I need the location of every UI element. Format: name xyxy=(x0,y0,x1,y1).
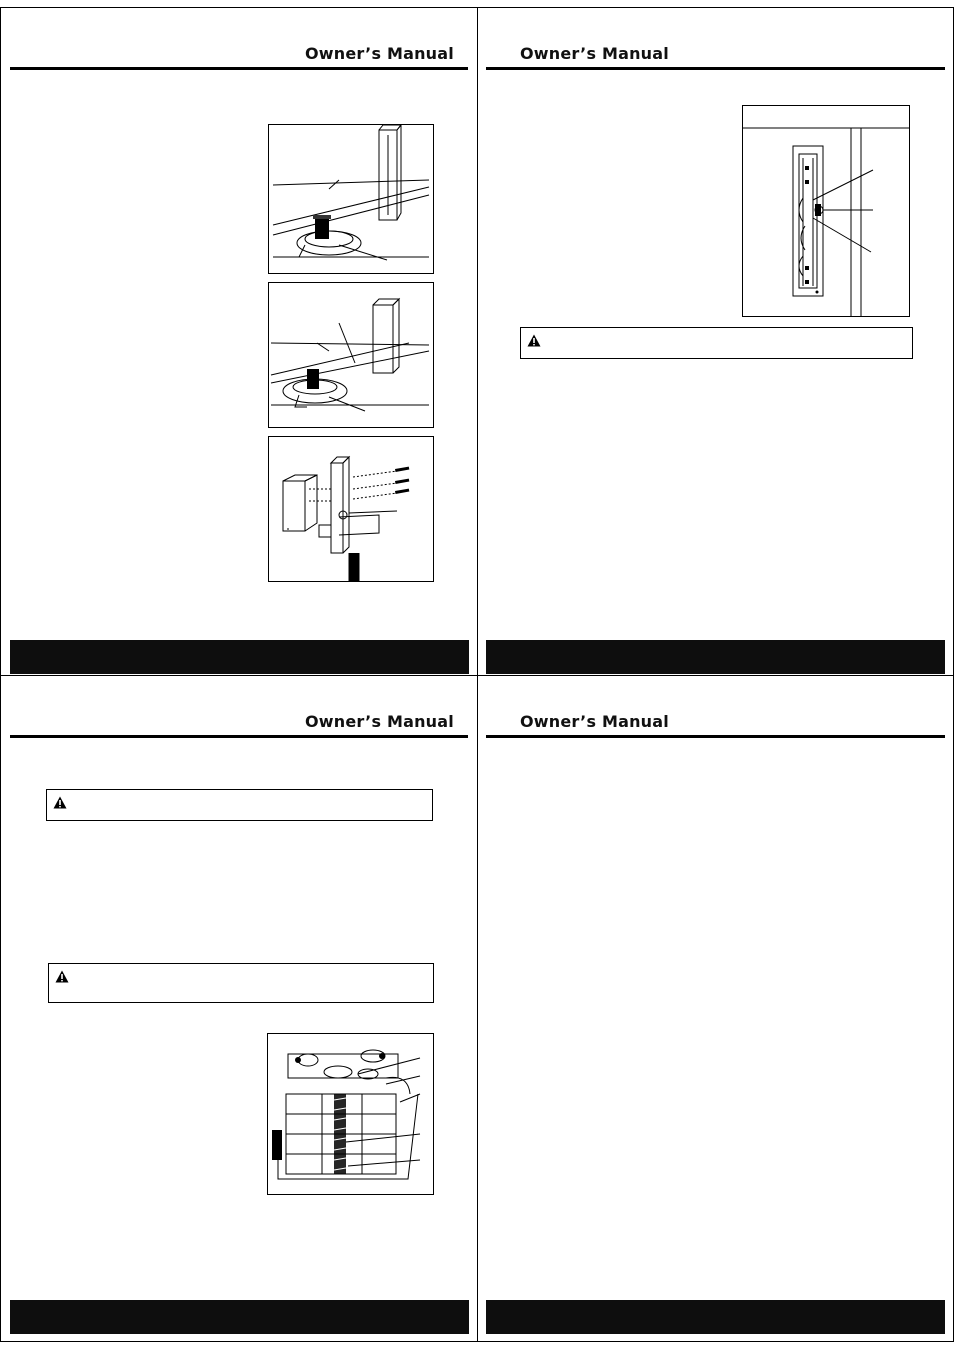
page-title: Owner’s Manual xyxy=(305,712,454,731)
page-bottom-left xyxy=(0,676,468,1342)
header-rule xyxy=(486,735,945,738)
page-footer-bar xyxy=(10,640,469,674)
page-top-left xyxy=(0,8,468,674)
fence-assembly-illustration xyxy=(269,437,433,581)
figure-fence-exploded xyxy=(268,436,434,582)
warning-box xyxy=(48,963,434,1003)
figure-miter-gauge-2 xyxy=(268,282,434,428)
page-title: Owner’s Manual xyxy=(305,44,454,63)
warning-triangle-icon xyxy=(55,970,69,983)
page-title: Owner’s Manual xyxy=(520,44,669,63)
figure-blade-guide xyxy=(742,105,910,317)
figure-miter-gauge-1 xyxy=(268,124,434,274)
page-footer-bar xyxy=(486,1300,945,1334)
page-footer-bar xyxy=(10,1300,469,1334)
figure-saw-mechanism xyxy=(267,1033,434,1195)
page-title: Owner’s Manual xyxy=(520,712,669,731)
warning-box xyxy=(520,327,913,359)
saw-mechanism-illustration xyxy=(268,1034,433,1194)
header-rule xyxy=(486,67,945,70)
header-rule xyxy=(10,735,468,738)
miter-gauge-illustration xyxy=(269,125,433,273)
warning-triangle-icon xyxy=(527,334,541,347)
page-top-right xyxy=(477,8,945,674)
header-rule xyxy=(10,67,468,70)
page-bottom-right xyxy=(477,676,945,1342)
miter-gauge-tilted-illustration xyxy=(269,283,433,427)
page-footer-bar xyxy=(486,640,945,674)
blade-guide-illustration xyxy=(743,106,909,316)
warning-box xyxy=(46,789,433,821)
warning-triangle-icon xyxy=(53,796,67,809)
